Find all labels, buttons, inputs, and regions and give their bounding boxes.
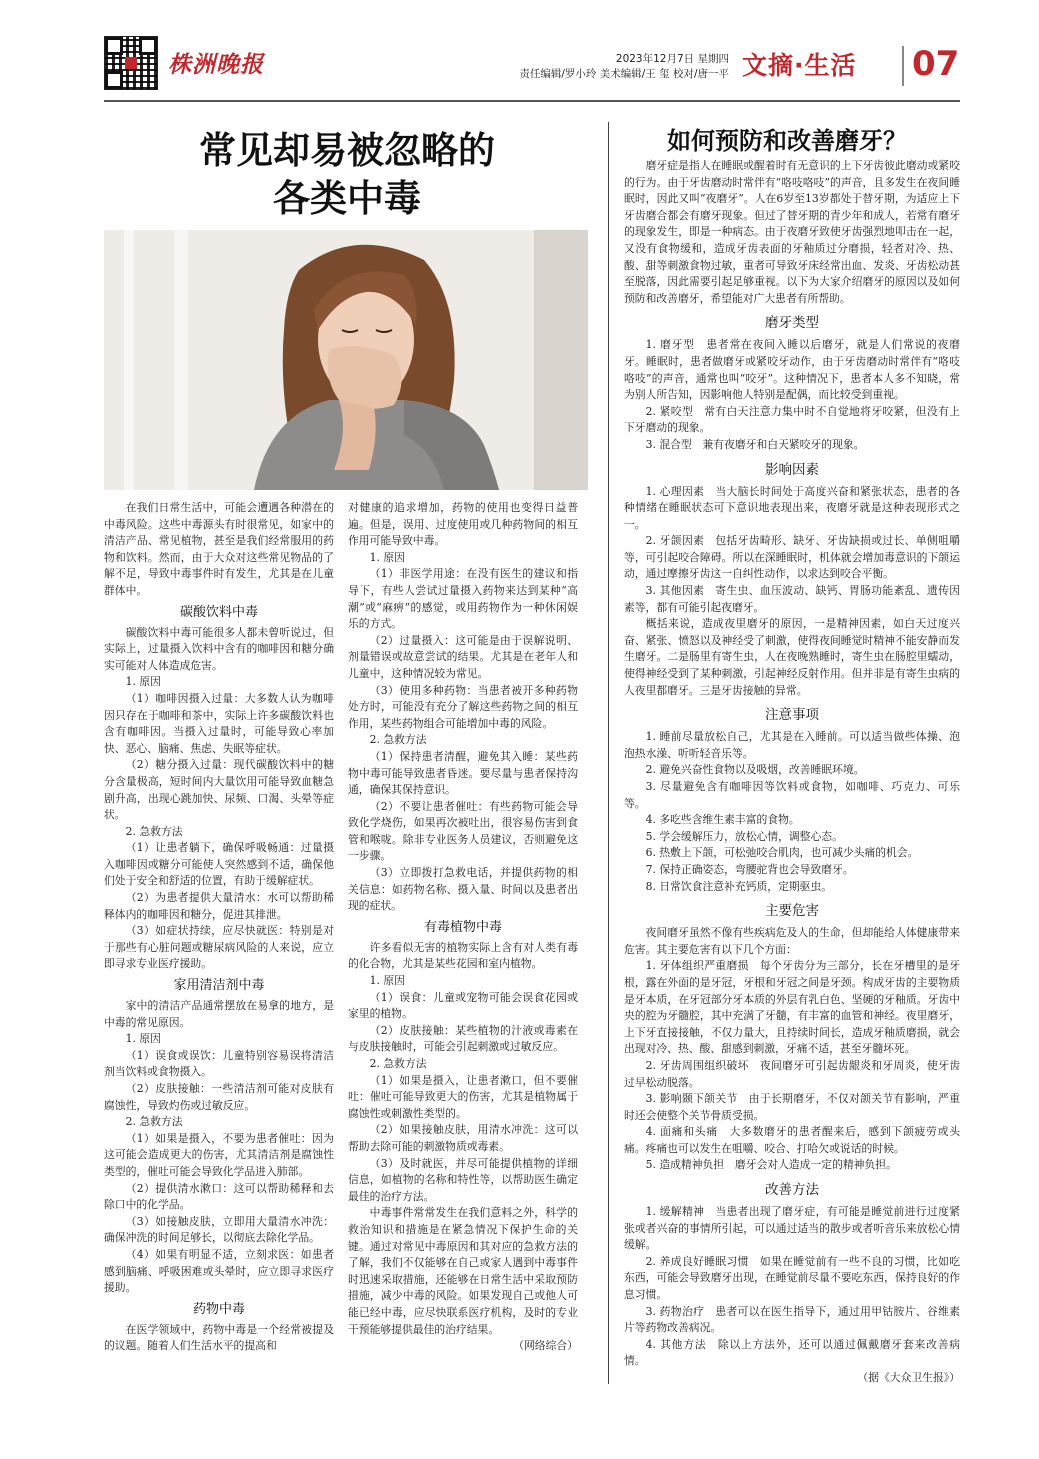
issue-date: 2023年12月7日 星期四: [615, 53, 729, 65]
header-divider: [902, 46, 904, 86]
paragraph: （2）皮肤接触：一些清洁剂可能对皮肤有腐蚀性，导致灼伤或过敏反应。: [104, 1082, 334, 1112]
left-title-line2: 各类中毒: [273, 176, 421, 220]
paragraph: （2）为患者提供大量清水：水可以帮助稀释体内的咖啡因和糖分，促进其排泄。: [104, 891, 334, 921]
left-article-title: [108, 126, 586, 222]
paragraph: 3. 影响颞下颌关节 由于长期磨牙，不仅对颌关节有影响，严重时还会使整个关节骨质受损。: [624, 1092, 960, 1122]
paragraph: 碳酸饮料中毒可能很多人都未曾听说过，但实际上，过量摄入饮料中含有的咖啡因和糖分确实可能对人体造成危害。: [104, 625, 334, 672]
paragraph: 1. 睡前尽量放松自己，尤其是在入睡前。可以适当做些体操、泡泡热水澡、听听轻音乐等。: [624, 730, 960, 760]
paragraph: （1）保持患者清醒，避免其入睡：某些药物中毒可能导致患者昏迷。要尽量与患者保持沟通，确保其保持意识。: [348, 749, 578, 797]
column-divider: [608, 122, 609, 1384]
paragraph: 1. 磨牙型 患者常在夜间入睡以后磨牙，就是人们常说的夜磨牙。睡眠时，患者做磨牙或紧咬牙动作，由于牙齿磨动时常伴有“咯吱咯吱”的声音，通常也叫“咬牙”。这种情况下，患者本人多不知晓，常为别人所告知，因影响他人特别是配偶，而比较受到重视。: [624, 338, 960, 402]
paragraph: （3）如症状持续，应尽快就医：特别是对于那些有心脏问题或糖尿病风险的人来说，应立即寻求专业医疗援助。: [104, 924, 334, 971]
paragraph: 2. 养成良好睡眠习惯 如果在睡觉前有一些不良的习惯，比如吃东西，可能会导致磨牙出现，在睡觉前尽量不要吃东西，保持良好的作息习惯。: [624, 1254, 960, 1302]
paragraph: （1）误食：儿童或宠物可能会误食花园或家里的植物。: [348, 990, 578, 1021]
paragraph: 2. 牙颌因素 包括牙齿畸形、缺牙、牙齿缺损或过长、单侧咀嚼等，可引起咬合障碍。所以在深睡眠时，机体就会增加毒意识的下颌运动，通过摩擦牙齿这一自纠性动作，以求达到咬合平衡。: [624, 534, 960, 581]
subheading: 主要危害: [765, 903, 819, 920]
subheading: 注意事项: [765, 707, 819, 724]
paragraph: 5. 造成精神负担 磨牙会对人造成一定的精神负担。: [645, 1158, 897, 1172]
paragraph: 5. 学会缓解压力，放松心情，调整心态。: [645, 829, 843, 843]
paragraph: 2. 紧咬型 常有白天注意力集中时不自觉地将牙咬紧，但没有上下牙磨动的现象。: [624, 404, 960, 435]
editor-credits: 责任编辑/罗小玲 美术编辑/王 玺 校对/唐一平: [519, 68, 729, 80]
paragraph: （1）让患者躺下，确保呼吸畅通：过量摄入咖啡因或糖分可能使人突然感到不适，确保他们处于安全和舒适的位置，有助于缓解症状。: [104, 841, 334, 888]
subheading: 碳酸饮料中毒: [179, 604, 258, 620]
paragraph: （3）使用多种药物：当患者被开多种药物处方时，可能没有充分了解这些药物之间的相互作用，某些药物组合可能增加中毒的风险。: [348, 683, 578, 730]
paragraph: 3. 混合型 兼有夜磨牙和白天紧咬牙的现象。: [645, 437, 865, 451]
subheading: 有毒植物中毒: [423, 919, 502, 935]
paragraph: （2）不要让患者催吐：有些药物可能会导致化学烧伤，如果再次被吐出，很容易伤害到食管和喉咙。除非专业医务人员建议，否则避免这一步骤。: [348, 799, 578, 863]
paragraph: 2. 牙齿周围组织破坏 夜间磨牙可引起齿龈炎和牙周炎，使牙齿过早松动脱落。: [624, 1058, 960, 1089]
subheading: 药物中毒: [192, 1301, 245, 1317]
section-name: 文摘·生活: [742, 51, 857, 80]
paragraph: 1. 心理因素 当大脑长时间处于高度兴奋和紧张状态，患者的各种情绪在睡眠状态可下意识地表现出来，夜磨牙就是这种表现形式之一。: [624, 484, 960, 531]
paragraph: 2. 急救方法: [125, 1115, 183, 1129]
subheading: 改善方法: [765, 1182, 819, 1199]
article-source: （网络综合）: [513, 1339, 578, 1353]
paragraph: 2. 急救方法: [369, 733, 427, 747]
paragraph: 4. 面痛和头痛 大多数磨牙的患者醒来后，感到下颌疲劳或头痛。疼痛也可以发生在咀嚼、咬合、打哈欠或说话的时候。: [624, 1125, 960, 1155]
qr-code: [104, 36, 158, 90]
paragraph: （1）如果是摄入，让患者漱口，但不要催吐：催吐可能导致更大的伤害，尤其是植物属于腐蚀性或刺激性类型的。: [348, 1073, 578, 1120]
right-article-title: 如何预防和改善磨牙？: [667, 126, 907, 155]
article-photo: [104, 230, 588, 490]
paragraph: 在医学领域中，药物中毒是一个经常被提及的议题。随着人们生活水平的提高和: [104, 1322, 334, 1353]
article-source: （据《大众卫生报》）: [857, 1371, 960, 1384]
subheading: 家用清洁剂中毒: [173, 978, 265, 994]
paragraph: （2）皮肤接触：某些植物的汁液或毒素在与皮肤接触时，可能会引起刺激或过敏反应。: [348, 1023, 578, 1054]
paragraph: 对健康的追求增加，药物的使用也变得日益普遍。但是，误用、过度使用或几种药物间的相互作用可能导致中毒。: [348, 501, 578, 548]
paragraph: 4. 其他方法 除以上方法外，还可以通过佩戴磨牙套来改善病情。: [624, 1337, 960, 1368]
paragraph: 概括来说，造成夜里磨牙的原因，一是精神因素，如白天过度兴奋、紧张、愤怒以及神经受了刺激，使得夜间睡觉时精神不能安静而发生磨牙。二是肠里有寄生虫，人在夜晚熟睡时，寄生虫在肠腔里蠕动，使得神经受到了某种刺激，引起神经反射作用。但并非是有寄生虫病的人夜里都磨牙。三是牙齿接触的异常。: [624, 617, 960, 697]
paragraph: （3）及时就医，并尽可能提供植物的详细信息，如植物的名称和特性等，以帮助医生确定最佳的治疗方法。: [348, 1156, 578, 1203]
paragraph: 7. 保持正确姿态，弯腰驼背也会导致磨牙。: [645, 862, 854, 876]
paragraph: 1. 缓解精神 当患者出现了磨牙症，有可能是睡觉前进行过度紧张或者兴奋的事情所引起，可以通过适当的散步或者听音乐来放松心情缓解。: [624, 1205, 960, 1252]
paragraph: 3. 尽量避免含有咖啡因等饮料或食物，如咖啡、巧克力、可乐等。: [624, 780, 960, 810]
subheading: 磨牙类型: [765, 315, 819, 332]
paragraph: 夜间磨牙虽然不像有些疾病危及人的生命，但却能给人体健康带来危害。其主要危害有以下几个方面：: [624, 926, 960, 956]
paragraph: 2. 急救方法: [369, 1057, 427, 1070]
paragraph: 1. 原因: [125, 1032, 161, 1046]
left-title-line1: 常见却易被忽略的: [199, 128, 495, 172]
page-number: 07: [912, 44, 960, 84]
paragraph: （1）咖啡因摄入过量：大多数人认为咖啡因只存在于咖啡和茶中，实际上许多碳酸饮料也含有咖啡因。当摄入过量时，可能导致心率加快、恶心、脑痛、焦虑、失眠等症状。: [104, 691, 334, 755]
paragraph: 1. 原因: [125, 675, 161, 689]
paragraph: （1）如果是摄入，不要为患者催吐：因为这可能会造成更大的伤害，尤其清洁剂是腐蚀性类型的，催吐可能会导致化学品进入肺部。: [104, 1131, 334, 1178]
subheading: 影响因素: [765, 461, 819, 478]
paragraph: 3. 其他因素 寄生虫、血压波动、缺钙、胃肠功能紊乱、遗传因素等，都有可能引起夜磨牙。: [624, 584, 960, 614]
paragraph: （2）糖分摄入过量：现代碳酸饮料中的糖分含量极高，短时间内大量饮用可能导致血糖急剧升高，出现心跳加快、尿频、口渴、头晕等症状。: [104, 758, 334, 822]
paragraph: 8. 日常饮食注意补充钙质，定期驱虫。: [645, 879, 833, 893]
paragraph: （2）如果接触皮肤，用清水冲洗：这可以帮助去除可能的刺激物质或毒素。: [348, 1123, 578, 1153]
paragraph: 6. 热敷上下颌，可松弛咬合肌肉，也可减少头痛的机会。: [645, 846, 919, 860]
paragraph: 中毒事件常常发生在我们意料之外，科学的救治知识和措施是在紧急情况下保护生命的关键。通过对常见中毒原因和其对应的急救方法的了解，我们不仅能够在自己或家人遇到中毒事件时迅速采取措施，还能够在日常生活中采取预防措施，减少中毒的风险。如果发现自己或他人可能已经中毒，应尽快联系医疗机构，及时的专业干预能够提供最佳的治疗结果。: [348, 1206, 578, 1336]
paragraph: （2）提供清水漱口：这可以帮助稀释和去除口中的化学品。: [104, 1181, 334, 1212]
paragraph: 1. 原因: [369, 550, 405, 564]
masthead-logo: 株洲晚报: [168, 52, 264, 78]
paragraph: 2. 避免兴奋性食物以及吸烟，改善睡眠环境。: [645, 763, 865, 777]
paragraph: 1. 原因: [369, 974, 405, 988]
paragraph: 许多看似无害的植物实际上含有对人类有毒的化合物，尤其是某些花园和室内植物。: [348, 940, 578, 971]
paragraph: （1）误食或误饮：儿童特别容易误将清洁剂当饮料或食物摄入。: [104, 1048, 334, 1079]
paragraph: 4. 多吃些含维生素丰富的食物。: [645, 813, 800, 827]
paragraph: 家中的清洁产品通常摆放在易拿的地方，是中毒的常见原因。: [104, 999, 334, 1029]
paragraph: 1. 牙体组织严重磨损 每个牙齿分为三部分，长在牙槽里的是牙根，露在外面的是牙冠，牙根和牙冠之间是牙颈。构成牙齿的主要物质是牙本质，在牙冠部分牙本质的外层有乳白色、坚硬的牙釉质。牙齿中央的腔为牙髓腔，其中充满了牙髓，有丰富的血管和神经。夜里磨牙，上下牙直接接触，不仅力量大，且持续时间长，造成牙釉质磨损，就会出现对冷、热、酸、甜感到刺激，牙痛不适，甚至牙髓坏死。: [624, 959, 960, 1056]
paragraph: （3）立即拨打急救电话，并提供药物的相关信息：如药物名称、摄入量、时间以及患者出现的症状。: [348, 866, 578, 913]
paragraph: 2. 急救方法: [125, 824, 183, 838]
header-info: [519, 52, 729, 82]
left-article-column-1: [104, 500, 334, 1355]
header-rule: [104, 100, 960, 102]
paragraph: 磨牙症是指人在睡眠或醒着时有无意识的上下牙齿彼此磨动或紧咬的行为。由于牙齿磨动时常伴有“咯吱咯吱”的声音，且多发生在夜间睡眠时，因此又叫“夜磨牙”。人在6岁至13岁都处于替牙期，为适应上下牙齿磨合都会有磨牙现象。但过了替牙期的青少年和成人，若常有磨牙的现象发生，即是一种病态。由于夜磨牙致使牙齿强烈地叩击在一起，又没有食物缓和，造成牙齿表面的牙釉质过分磨损，轻者对冷、热、酸、甜等刺激食物过敏，重者可导致牙床经常出血、发炎、牙齿松动甚至脱落，因此需要引起足够重视。以下为大家介绍磨牙的原因以及如何预防和改善磨牙，希望能对广大患者有所帮助。: [624, 159, 960, 305]
paragraph: （4）如果有明显不适，立刻求医：如患者感到脑痛、呼吸困难或头晕时，应立即寻求医疗援助。: [104, 1247, 334, 1295]
left-article-column-2: [348, 500, 578, 1355]
right-article-body: [624, 158, 960, 1387]
paragraph: （3）如接触皮肤，立即用大量清水冲洗：确保冲洗的时间足够长，以彻底去除化学品。: [104, 1214, 334, 1245]
paragraph: 3. 药物治疗 患者可以在医生指导下，通过用甲钴胺片、谷维素片等药物改善病况。: [624, 1304, 960, 1335]
paragraph: （2）过量摄入：这可能是由于误解说明、剂量错误或故意尝试的结果。尤其是在老年人和儿童中，这种情况较为常见。: [348, 633, 578, 680]
paragraph: 在我们日常生活中，可能会遭遇各种潜在的中毒风险。这些中毒源头有时很常见，如家中的清洁产品、常见植物，甚至是我们经常服用的药物和饮料。然而，由于大众对这些常见物品的了解不足，导致中毒事件时有发生，尤其是在儿童群体中。: [104, 501, 334, 597]
paragraph: （1）非医学用途：在没有医生的建议和指导下，有些人尝试过量摄入药物来达到某种“高潮”或“麻痹”的感觉，或用药物作为一种休闲娱乐的方式。: [348, 567, 578, 631]
